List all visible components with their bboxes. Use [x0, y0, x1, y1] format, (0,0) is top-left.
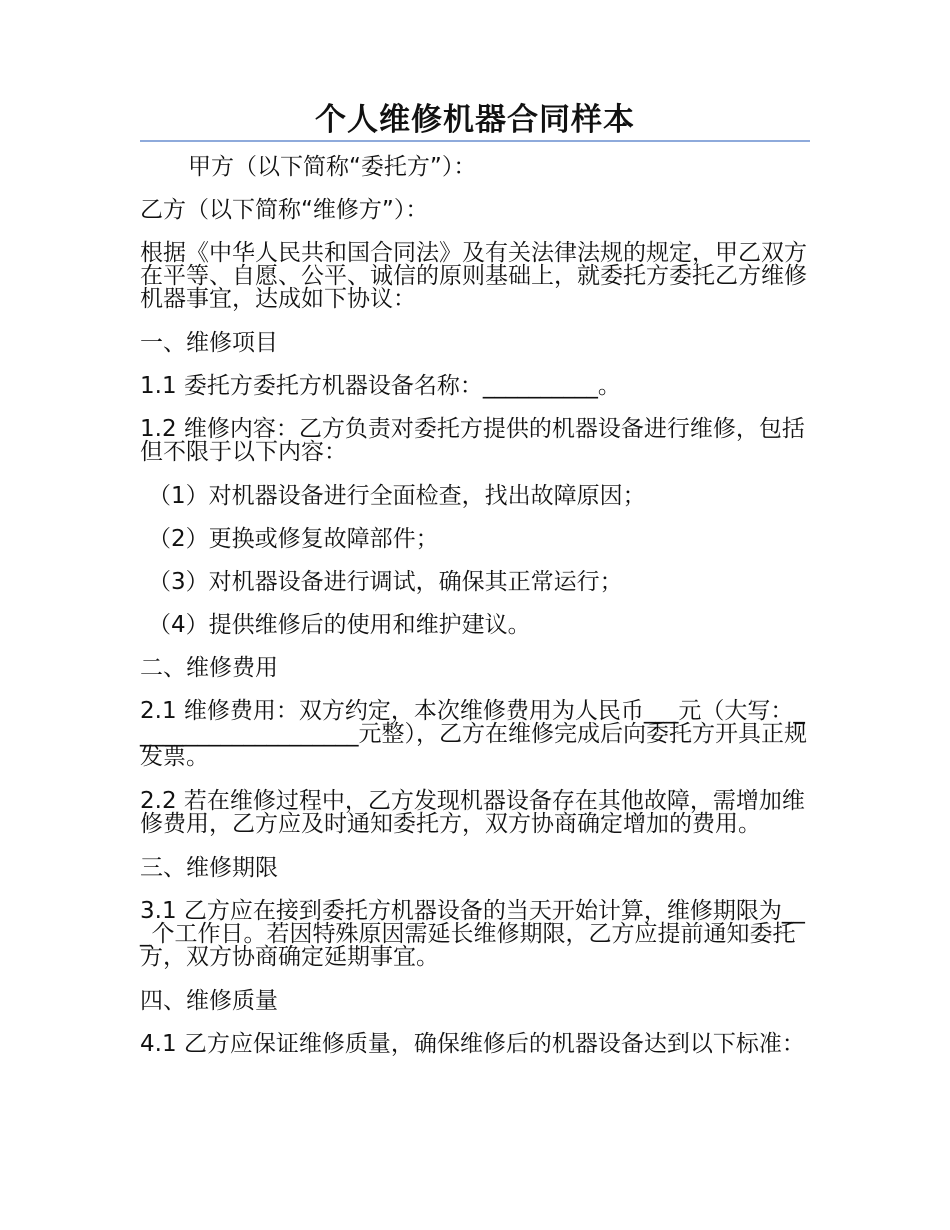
list-item-1: （1）对机器设备进行全面检查，找出故障原因； [148, 483, 646, 509]
clause-2-1: 2.1 维修费用：双方约定，本次维修费用为人民币___元（大写：____________________元整），乙方在维修完成后向委托方开具正规发票。 [140, 698, 807, 770]
section-heading-repair-items: 一、维修项目 [140, 330, 278, 356]
document-page [140, 100, 810, 1077]
party-b-line: 乙方（以下简称“维修方”）： [140, 197, 429, 223]
preamble-paragraph: 根据《中华人民共和国合同法》及有关法律法规的规定，甲乙双方在平等、自愿、公平、诚信的原则基础上，就委托方委托乙方维修机器事宜，达成如下协议： [140, 240, 807, 312]
section-heading-repair-fees: 二、维修费用 [140, 655, 278, 681]
list-item-3: （3）对机器设备进行调试，确保其正常运行； [148, 569, 623, 595]
section-heading-repair-quality: 四、维修质量 [140, 988, 278, 1014]
title-underline [140, 140, 810, 142]
list-item-2: （2）更换或修复故障部件； [148, 526, 439, 552]
list-item-4: （4）提供维修后的使用和维护建议。 [148, 612, 531, 638]
document-title: 个人维修机器合同样本 [315, 102, 635, 138]
clause-1-2: 1.2 维修内容：乙方负责对委托方提供的机器设备进行维修，包括但不限于以下内容： [140, 416, 805, 465]
clause-4-1: 4.1 乙方应保证维修质量，确保维修后的机器设备达到以下标准： [140, 1031, 805, 1057]
clause-1-1: 1.1 委托方委托方机器设备名称：__________。 [140, 373, 621, 399]
section-heading-repair-period: 三、维修期限 [140, 855, 278, 881]
clause-2-2: 2.2 若在维修过程中，乙方发现机器设备存在其他故障，需增加维修费用，乙方应及时通知委托方，双方协商确定增加的费用。 [140, 788, 805, 837]
party-a-line: 甲方（以下简称“委托方”）： [188, 154, 477, 180]
clause-3-1: 3.1 乙方应在接到委托方机器设备的当天开始计算，维修期限为___个工作日。若因特殊原因需延长维修期限，乙方应提前通知委托方，双方协商确定延期事宜。 [140, 898, 805, 970]
